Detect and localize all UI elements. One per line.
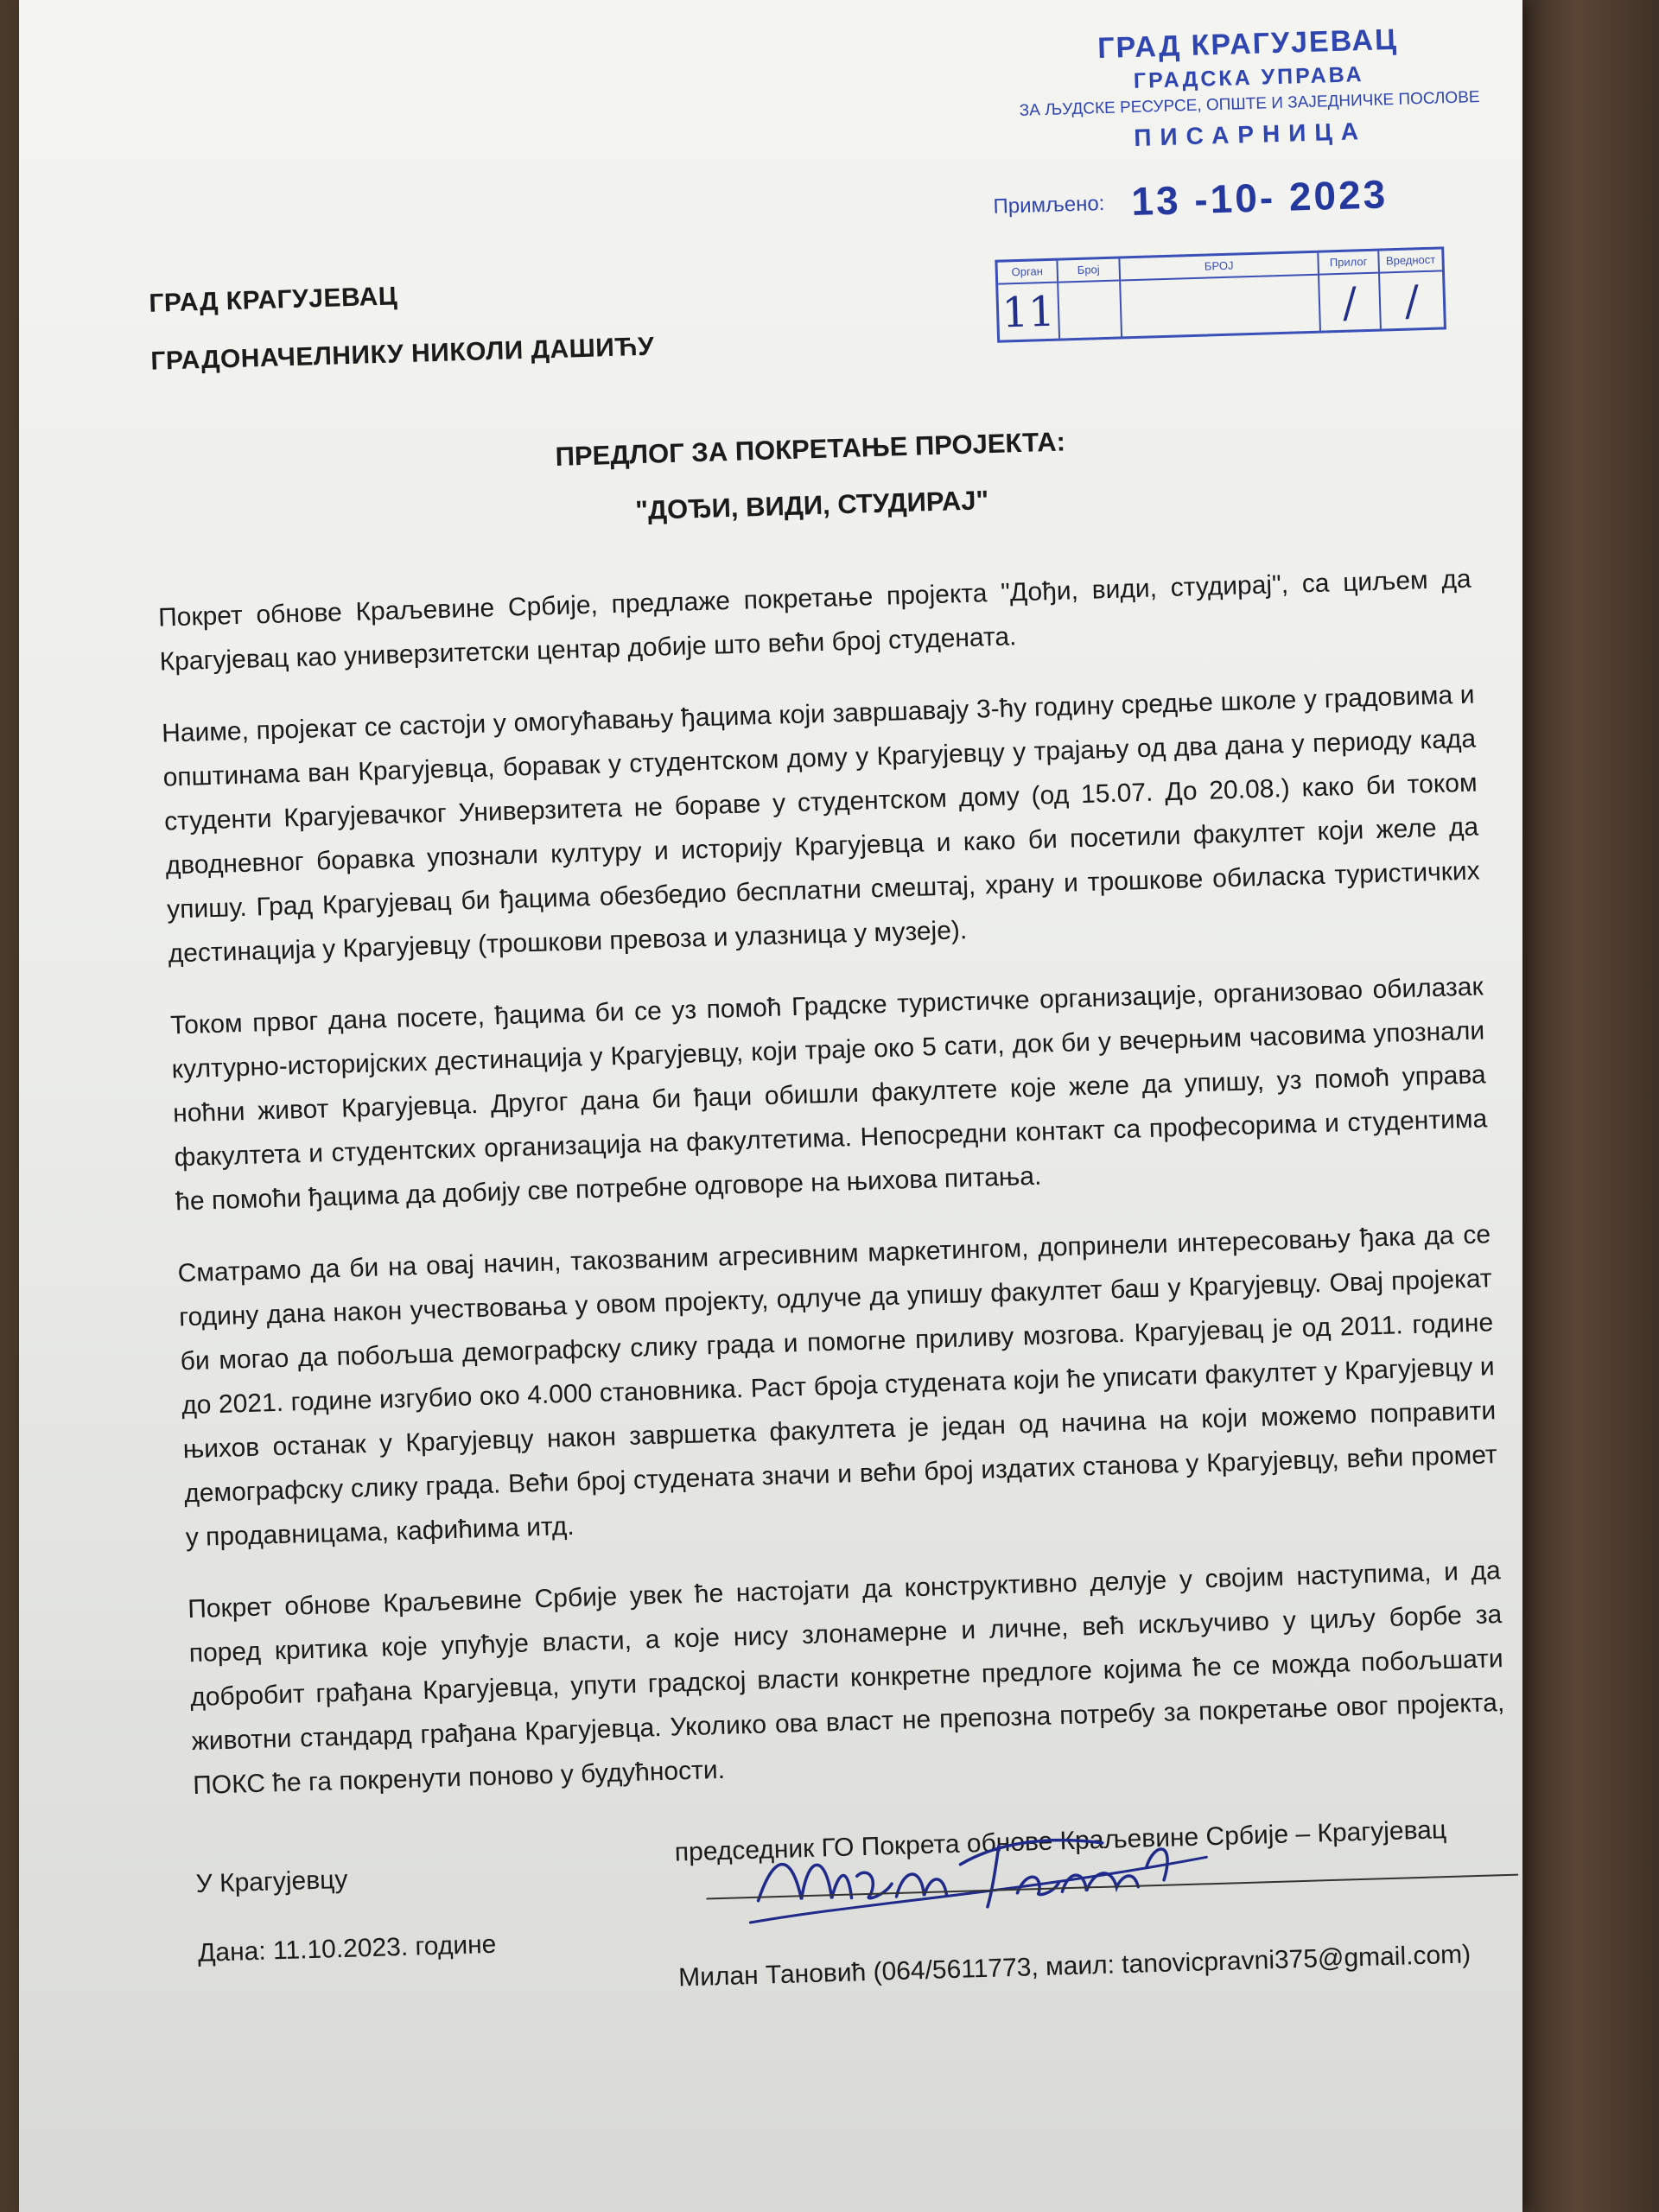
stamp-office: ПИСАРНИЦА	[1133, 117, 1368, 151]
stamp-cell	[997, 261, 1060, 340]
document-title: ПРЕДЛОГ ЗА ПОКРЕТАЊЕ ПРОЈЕКТА:	[555, 426, 1066, 472]
stamp-cell	[1120, 253, 1321, 337]
signatory-contact: Милан Тановић (064/5611773, маил: tanovicpravni375@gmail.com)	[677, 1940, 1471, 1993]
recipient-mayor: ГРАДОНАЧЕЛНИКУ НИКОЛИ ДАШИЋУ	[149, 332, 655, 376]
stamp-city: ГРАД КРАГУЈЕВАЦ	[1096, 22, 1399, 66]
stamp-cell-value: /	[1342, 278, 1357, 327]
recipient-city: ГРАД КРАГУЈЕВАЦ	[148, 282, 398, 318]
stamp-cell-header: Број	[1058, 259, 1119, 283]
registry-stamp	[953, 2, 1551, 365]
stamp-cell-header: Вредност	[1379, 249, 1442, 273]
stamp-department: ЗА ЉУДСКЕ РЕСУРСЕ, ОПШТЕ И ЗАЈЕДНИЧКЕ ПОСЛОВЕ	[1019, 88, 1480, 120]
stamp-cell-value: 11	[1001, 287, 1056, 338]
stamp-cell-value: /	[1404, 276, 1420, 326]
stamp-cell-value	[1121, 276, 1319, 337]
stamp-registry-table	[995, 246, 1446, 342]
signatory-title: председник ГО Покрета обнове Краљевине Србије – Крагујевац	[674, 1815, 1447, 1867]
stamp-cell-header: Прилог	[1319, 251, 1378, 276]
stamp-cell	[1319, 251, 1382, 331]
stamp-administration: ГРАДСКА УПРАВА	[1133, 62, 1364, 93]
paragraph-visit-program: Током првог дана посете, ђацима би се уз помоћ Градске туристичке организације, организовао обилазак културно-историјских дестинација у Крагујевцу, који траје око 5 сати, док би у вечерњим часовима упознали ноћни живот Крагујевца. Другог дана би ђаци обишли факултете које желе да упишу, уз помоћ управа факултета и студентских организација на факултетима. Непосредни контакт са професорима и студентима ће помоћи ђацима да добију све потребне одговоре на њихова питања.	[169, 972, 1488, 1217]
stamp-cell-header: Орган	[997, 261, 1057, 285]
stamp-cell-header: БРОЈ	[1120, 253, 1318, 282]
letter-content	[140, 0, 1518, 2211]
paragraph-project-description: Наиме, пројекат се састоји у омогућавању ђацима који завршавају 3-ћу годину средње школе у градовима и општинама ван Крагујевца, боравак у студентском дому у Крагујевцу у трајању од два дана у периоду када студенти Крагујевачког Универзитета не бораве у студентском дому (од 15.07. До 20.08.) како би током дводневног боравка упознали културу и историју Крагујевца и како би посетили факултет који желе да упишу. Град Крагујевац би ђацима обезбедио бесплатни смештај, храну и трошкове обиласка туристичких дестинација у Крагујевцу (трошкови превоза и улазница у музеје).	[161, 680, 1481, 969]
stamp-cell-value	[1058, 282, 1121, 339]
stamp-received-label: Примљено:	[993, 191, 1105, 219]
place-of-signing: У Крагујевцу	[195, 1865, 348, 1899]
stamp-cell	[1058, 258, 1122, 338]
letter-body	[157, 557, 1507, 1835]
project-name: "ДОЂИ, ВИДИ, СТУДИРАЈ"	[634, 485, 989, 526]
date-of-signing: Дана: 11.10.2023. године	[197, 1929, 497, 1967]
paragraph-closing: Покрет обнове Краљевине Србије увек ће настојати да конструктивно делује у својим наступима, и да поред критика које упућује власти, а које нису злонамерне и личне, већ искључиво у циљу борбе за добробит грађана Крагујевца, упути градској власти конкретне предлоге којима ће се можда побољшати животни стандард грађана Крагујевца. Уколико ова власт не препозна потребу за покретање овог пројекта, ПОКС ће га покренути поново у будућности.	[187, 1556, 1505, 1801]
paragraph-intro: Покрет обнове Краљевине Србије, предлаже покретање пројекта "Дођи, види, студирај", са циљем да Крагујевац као универзитетски центар добије што већи број студената.	[157, 564, 1472, 677]
stamp-received-date: 13 -10- 2023	[1130, 171, 1389, 225]
handwritten-signature	[739, 1805, 1226, 1941]
letter-sheet	[19, 0, 1522, 2212]
stamp-cell	[1379, 249, 1444, 328]
paragraph-rationale: Сматрамо да би на овај начин, такозваним агресивним маркетингом, допринели интересовању ђака да се годину дана након учествовања у овом пројекту, одлуче да упишу факултет баш у Крагујевцу. Овај пројекат би могао да побољша демографску слику града и помогне приливу мозгова. Крагујевац је од 2011. године до 2021. године изгубио око 4.000 становника. Раст броја студената који ће уписати факултет у Крагујевцу и њихов останак у Крагујевцу након завршетка факултета је један од начина на који можемо поправити демографску слику града. Већи број студената значи и већи број издатих станова у Крагујевцу, већи промет у продавницама, кафићима итд.	[177, 1220, 1498, 1553]
